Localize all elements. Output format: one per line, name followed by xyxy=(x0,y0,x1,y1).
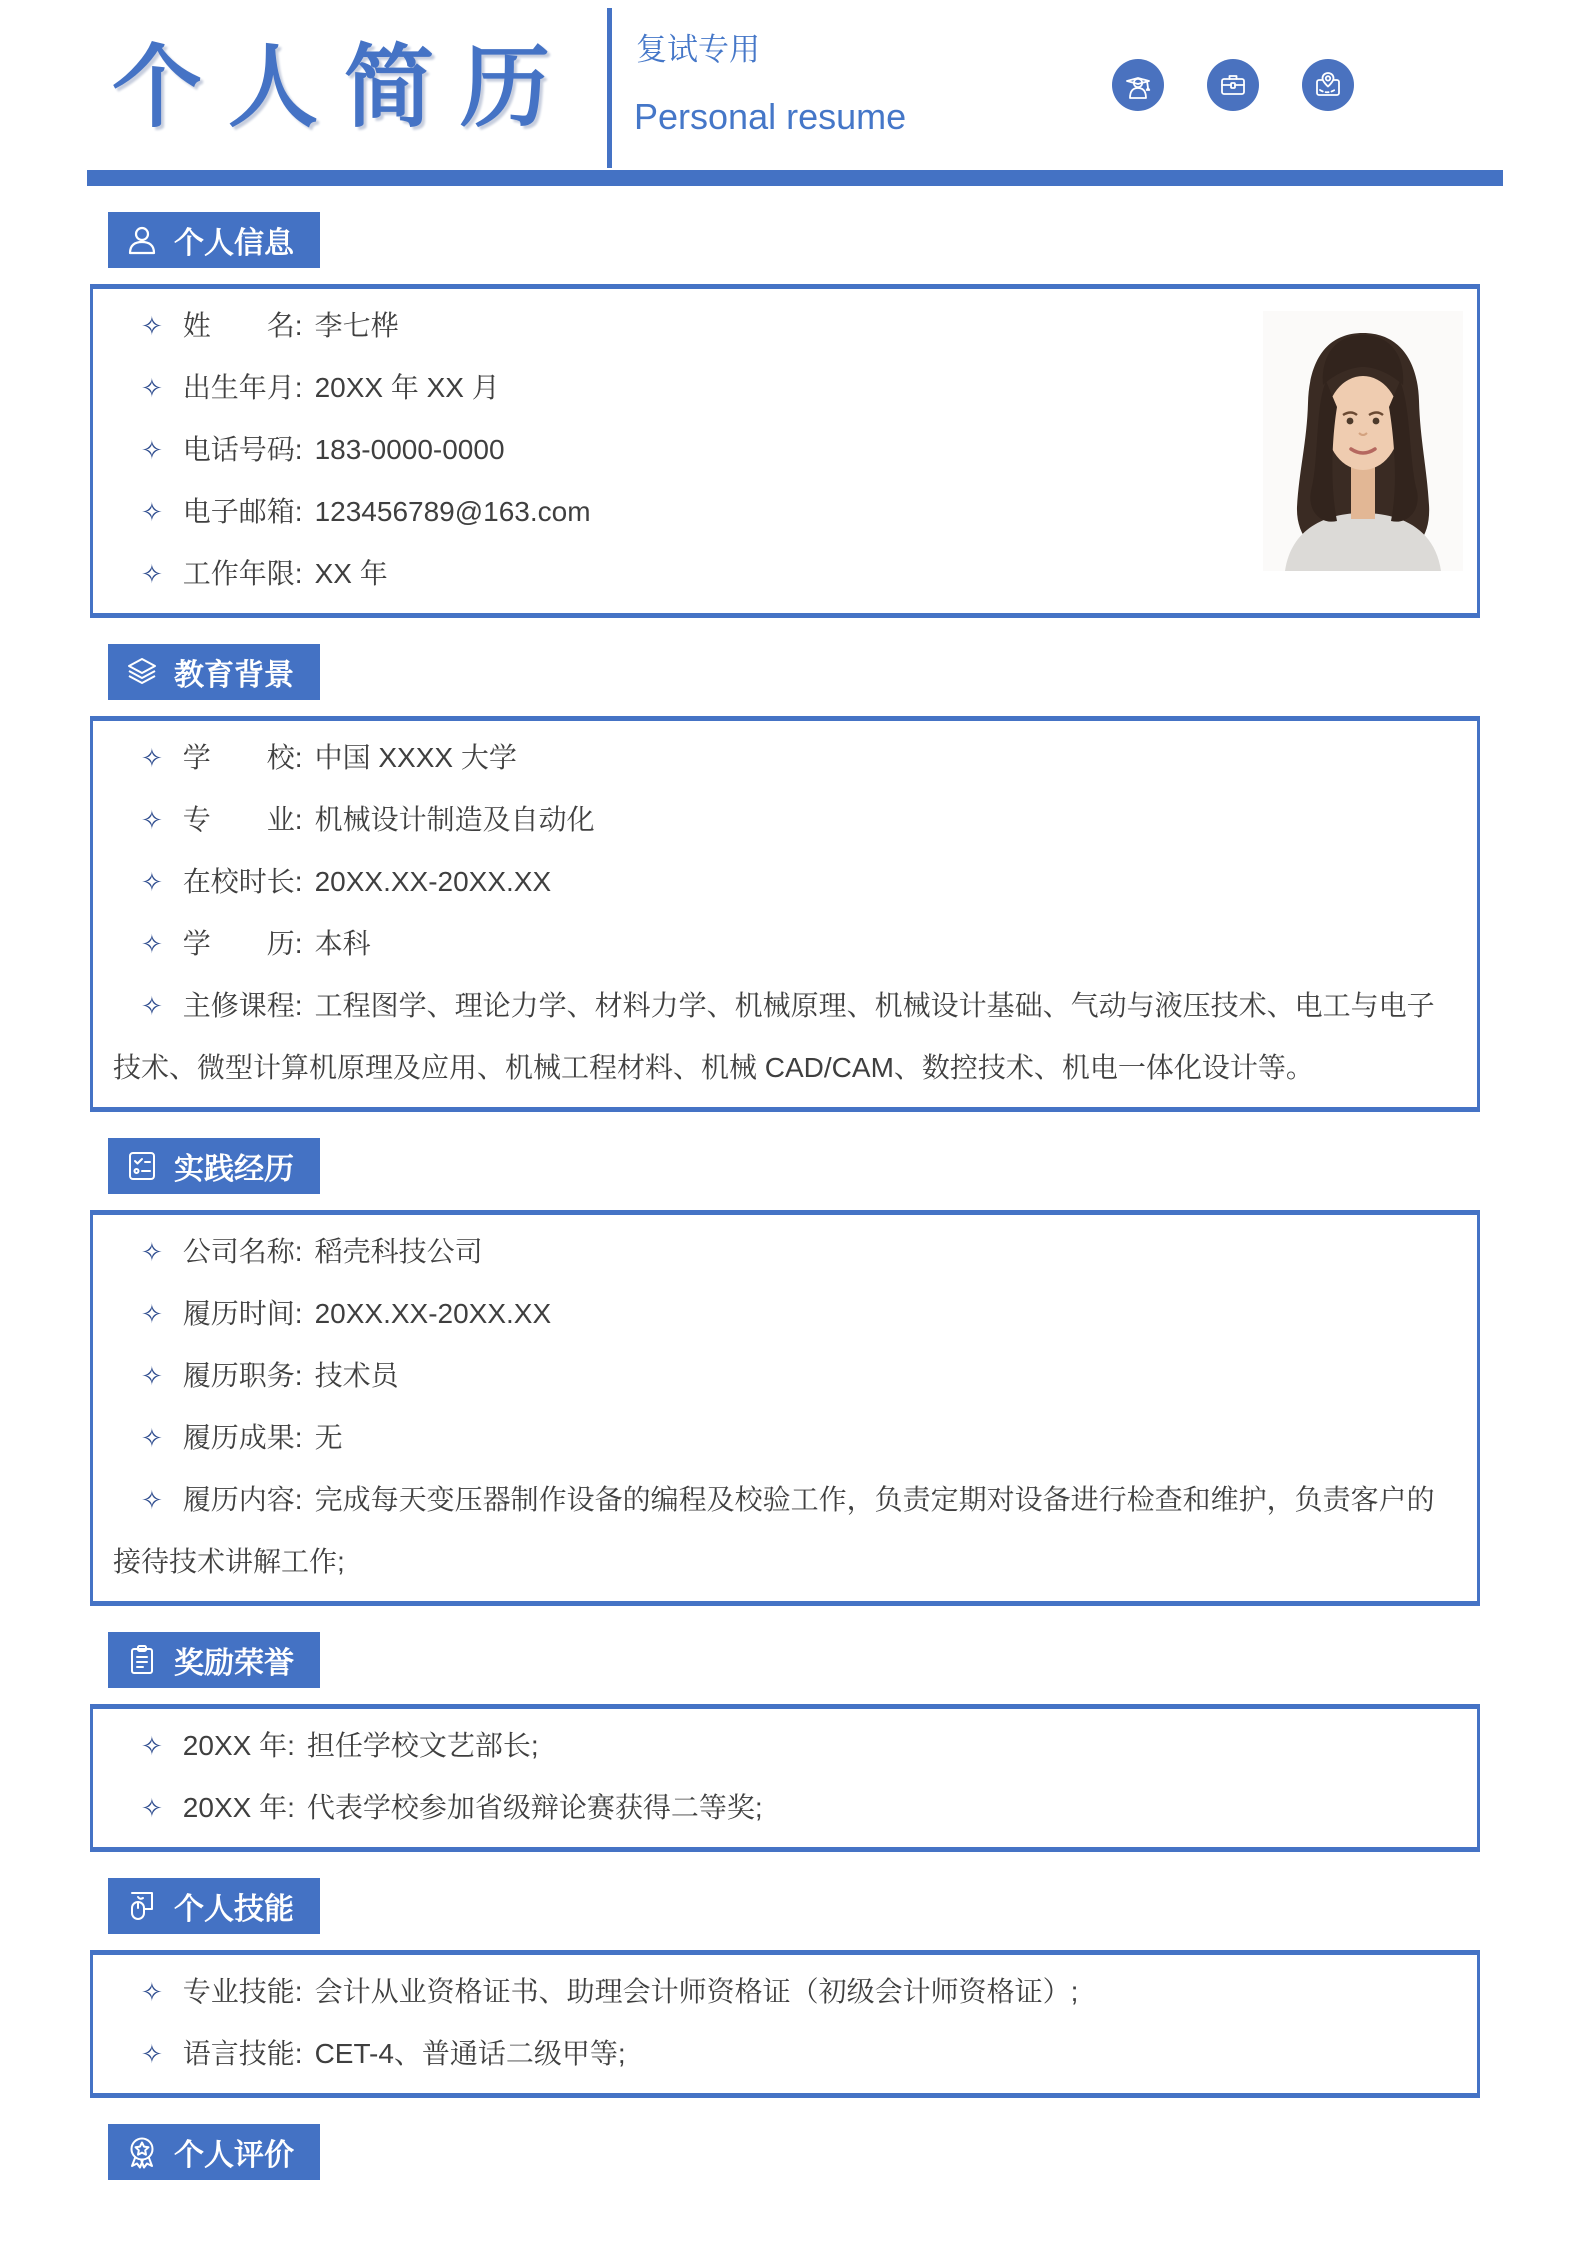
field-row xyxy=(113,851,1457,913)
diamond-bullet-icon: ✧ xyxy=(141,1977,163,2007)
field-row xyxy=(113,1407,1457,1469)
diamond-bullet-icon: ✧ xyxy=(141,1299,163,1329)
diamond-bullet-icon: ✧ xyxy=(141,373,163,403)
diamond-bullet-icon: ✧ xyxy=(141,867,163,897)
practice-box xyxy=(90,1210,1480,1606)
field-row xyxy=(113,481,1457,543)
diamond-bullet-icon: ✧ xyxy=(141,1485,163,1515)
field-row xyxy=(113,357,1457,419)
field-value: 李七桦 xyxy=(314,310,399,341)
field-row xyxy=(113,1345,1457,1407)
field-row xyxy=(113,1961,1457,2023)
awards-box xyxy=(90,1704,1480,1852)
field-label: 姓 名: xyxy=(182,310,303,341)
clipboard-icon xyxy=(124,1642,160,1678)
checklist-icon xyxy=(124,1148,160,1184)
field-row xyxy=(113,1221,1457,1283)
page-title: 个人简历 xyxy=(112,38,576,138)
diamond-bullet-icon: ✧ xyxy=(141,1237,163,1267)
device-mouse-icon xyxy=(124,1888,160,1924)
person-icon xyxy=(124,222,160,258)
diamond-bullet-icon: ✧ xyxy=(141,311,163,341)
field-value: 代表学校参加省级辩论赛获得二等奖; xyxy=(306,1792,763,1823)
field-row xyxy=(113,2023,1457,2085)
diamond-bullet-icon: ✧ xyxy=(141,1423,163,1453)
field-row xyxy=(113,975,1457,1099)
field-label: 出生年月: xyxy=(182,372,303,403)
field-row xyxy=(113,1715,1457,1777)
field-value: 20XX.XX-20XX.XX xyxy=(314,866,552,897)
section-awards xyxy=(0,1606,1587,1852)
field-label: 语言技能: xyxy=(182,2038,303,2069)
field-value: 20XX.XX-20XX.XX xyxy=(314,1298,552,1329)
section-title: 教育背景 xyxy=(174,659,294,692)
field-label: 主修课程: xyxy=(182,990,303,1021)
field-value: 技术员 xyxy=(314,1360,399,1391)
field-value: 123456789@163.com xyxy=(314,496,591,527)
layers-icon xyxy=(124,654,160,690)
diamond-bullet-icon: ✧ xyxy=(141,1731,163,1761)
map-pin-icon xyxy=(1302,59,1354,111)
diamond-bullet-icon: ✧ xyxy=(141,1361,163,1391)
field-label: 履历成果: xyxy=(182,1422,303,1453)
section-practice xyxy=(0,1112,1587,1606)
field-label: 专业技能: xyxy=(182,1976,303,2007)
candidate-photo xyxy=(1263,311,1463,571)
diamond-bullet-icon: ✧ xyxy=(141,1793,163,1823)
field-label: 学 校: xyxy=(182,742,303,773)
page-header xyxy=(0,0,1587,170)
field-label: 履历内容: xyxy=(182,1484,303,1515)
section-title: 个人信息 xyxy=(174,227,294,260)
diamond-bullet-icon: ✧ xyxy=(141,2039,163,2069)
header-subtitle-en: Personal resume xyxy=(634,96,907,137)
section-education xyxy=(0,618,1587,1112)
field-value: 会计从业资格证书、助理会计师资格证（初级会计师资格证）; xyxy=(314,1976,1079,2007)
medal-icon xyxy=(124,2134,160,2170)
field-value: 20XX 年 XX 月 xyxy=(314,372,500,403)
section-tab-awards xyxy=(108,1632,320,1688)
field-row xyxy=(113,913,1457,975)
section-tab-skills xyxy=(108,1878,320,1934)
field-label: 电话号码: xyxy=(182,434,303,465)
field-value: 中国 XXXX 大学 xyxy=(314,742,517,773)
field-row xyxy=(113,1469,1457,1593)
field-row xyxy=(113,1777,1457,1839)
field-value: 工程图学、理论力学、材料力学、机械原理、机械设计基础、气动与液压技术、电工与电子技术、微型计算机原理及应用、机械工程材料、机械 CAD/CAM、数控技术、机电一体化设计等。 xyxy=(113,990,1435,1083)
section-evaluation xyxy=(0,2098,1587,2180)
field-value: 稻壳科技公司 xyxy=(314,1236,483,1267)
field-label: 公司名称: xyxy=(182,1236,303,1267)
section-title: 个人技能 xyxy=(174,1893,294,1926)
field-label: 履历时间: xyxy=(182,1298,303,1329)
section-title: 个人评价 xyxy=(174,2139,294,2172)
field-row xyxy=(113,543,1457,605)
field-label: 履历职务: xyxy=(182,1360,303,1391)
field-label: 20XX 年: xyxy=(182,1730,295,1761)
field-value: 本科 xyxy=(314,928,371,959)
skills-box xyxy=(90,1950,1480,2098)
field-row xyxy=(113,295,1457,357)
resume-content xyxy=(0,186,1587,2180)
field-value: XX 年 xyxy=(314,558,388,589)
personal-info-box xyxy=(90,284,1480,618)
section-personal-info xyxy=(0,186,1587,618)
briefcase-icon xyxy=(1207,59,1259,111)
section-tab-practice xyxy=(108,1138,320,1194)
field-label: 20XX 年: xyxy=(182,1792,295,1823)
field-row xyxy=(113,727,1457,789)
field-label: 在校时长: xyxy=(182,866,303,897)
field-value: 担任学校文艺部长; xyxy=(306,1730,539,1761)
field-label: 学 历: xyxy=(182,928,303,959)
education-box xyxy=(90,716,1480,1112)
field-row xyxy=(113,1283,1457,1345)
header-vertical-divider xyxy=(607,8,612,168)
field-value: 183-0000-0000 xyxy=(314,434,505,465)
diamond-bullet-icon: ✧ xyxy=(141,559,163,589)
field-row xyxy=(113,789,1457,851)
field-value: 机械设计制造及自动化 xyxy=(314,804,595,835)
diamond-bullet-icon: ✧ xyxy=(141,743,163,773)
field-row xyxy=(113,419,1457,481)
field-value: 完成每天变压器制作设备的编程及校验工作，负责定期对设备进行检查和维护，负责客户的接待技术讲解工作; xyxy=(113,1484,1435,1577)
section-tab-personal-info xyxy=(108,212,320,268)
section-title: 实践经历 xyxy=(174,1153,294,1186)
graduate-icon xyxy=(1112,59,1164,111)
section-tab-education xyxy=(108,644,320,700)
field-value: CET-4、普通话二级甲等; xyxy=(314,2038,626,2069)
field-label: 电子邮箱: xyxy=(182,496,303,527)
header-subtitle-cn: 复试专用 xyxy=(636,32,760,67)
field-label: 工作年限: xyxy=(182,558,303,589)
section-title: 奖励荣誉 xyxy=(174,1647,294,1680)
section-tab-evaluation xyxy=(108,2124,320,2180)
diamond-bullet-icon: ✧ xyxy=(141,991,163,1021)
header-divider-bar xyxy=(87,170,1503,186)
field-value: 无 xyxy=(314,1422,343,1453)
section-skills xyxy=(0,1852,1587,2098)
diamond-bullet-icon: ✧ xyxy=(141,435,163,465)
diamond-bullet-icon: ✧ xyxy=(141,805,163,835)
diamond-bullet-icon: ✧ xyxy=(141,497,163,527)
field-label: 专 业: xyxy=(182,804,303,835)
diamond-bullet-icon: ✧ xyxy=(141,929,163,959)
